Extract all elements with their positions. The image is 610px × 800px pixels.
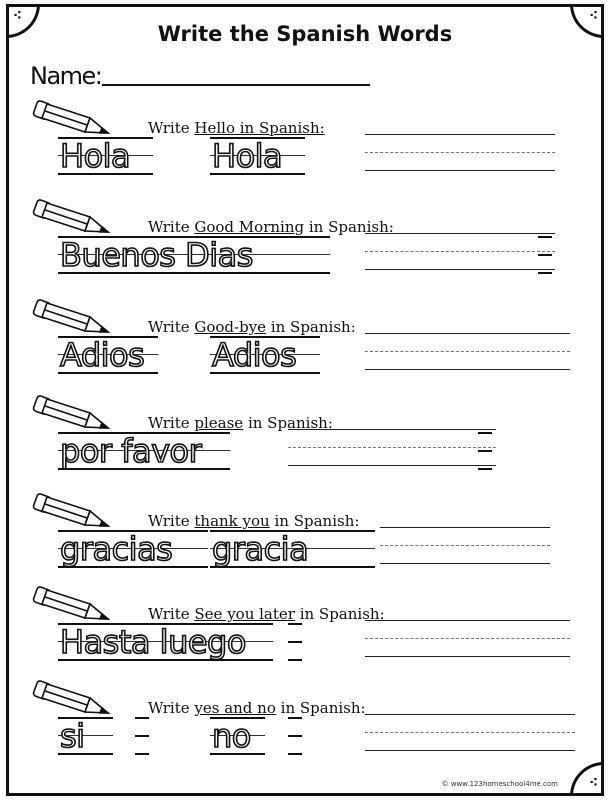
pencil-icon <box>32 585 112 621</box>
short-writing-lines[interactable] <box>288 623 302 663</box>
trace-word[interactable]: Hola <box>210 137 305 175</box>
pencil-icon <box>32 394 112 430</box>
corner-decoration: ⁖ <box>570 4 604 38</box>
trace-word[interactable]: Hola <box>58 137 153 175</box>
trace-word[interactable]: Adios <box>58 336 158 374</box>
target-phrase: Hello in Spanish: <box>194 119 325 137</box>
target-phrase: Good-bye <box>194 318 267 336</box>
short-writing-lines[interactable] <box>288 717 302 757</box>
trace-word[interactable]: si <box>58 717 113 755</box>
trace-word[interactable]: Buenos Dias <box>58 236 330 274</box>
pencil-icon <box>32 679 112 715</box>
target-phrase: Good Morning <box>194 218 305 236</box>
name-line[interactable] <box>102 84 370 86</box>
pencil-icon <box>32 298 112 334</box>
writing-lines[interactable] <box>365 714 575 754</box>
target-phrase: please <box>194 414 244 432</box>
writing-lines[interactable] <box>365 333 570 373</box>
exercise-section <box>0 490 610 586</box>
target-phrase: See you later <box>194 605 295 623</box>
corner-decoration: ⁖ <box>6 4 40 38</box>
exercise-prompt: Write yes and no in Spanish: <box>148 699 366 717</box>
exercise-section <box>0 296 610 392</box>
exercise-section <box>0 583 610 679</box>
exercise-section <box>0 196 610 292</box>
target-phrase: yes and no <box>194 699 276 717</box>
trace-word[interactable]: Adios <box>210 336 320 374</box>
trace-word[interactable]: no <box>210 717 265 755</box>
copyright: © www.123homeschool4me.com <box>441 780 558 788</box>
pencil-icon <box>32 198 112 234</box>
writing-lines[interactable] <box>365 620 570 660</box>
writing-lines[interactable] <box>380 527 550 567</box>
name-label: Name: <box>30 62 102 90</box>
exercise-prompt: Write please in Spanish: <box>148 414 333 432</box>
exercise-prompt: Write Good-bye in Spanish: <box>148 318 356 336</box>
trace-word[interactable]: gracia <box>210 530 375 568</box>
trace-word[interactable]: Hasta luego <box>58 623 273 661</box>
trace-word[interactable]: por favor <box>58 432 230 470</box>
target-phrase: thank you <box>194 512 270 530</box>
exercise-prompt: Write thank you in Spanish: <box>148 512 360 530</box>
writing-lines[interactable] <box>365 233 555 273</box>
writing-lines[interactable] <box>288 429 496 469</box>
exercise-section <box>0 97 610 193</box>
corner-decoration: ⁖ <box>570 762 604 796</box>
exercise-section <box>0 392 610 488</box>
writing-lines[interactable] <box>365 134 555 174</box>
trace-word[interactable]: gracias <box>58 530 208 568</box>
exercise-prompt: Write Good Morning in Spanish: <box>148 218 394 236</box>
pencil-icon <box>32 492 112 528</box>
pencil-icon <box>32 99 112 135</box>
exercise-prompt: Write Hello in Spanish: <box>148 119 325 137</box>
exercise-section <box>0 677 610 773</box>
worksheet-title: Write the Spanish Words <box>157 22 453 46</box>
exercise-prompt: Write See you later in Spanish: <box>148 605 385 623</box>
short-writing-lines[interactable] <box>135 717 149 757</box>
